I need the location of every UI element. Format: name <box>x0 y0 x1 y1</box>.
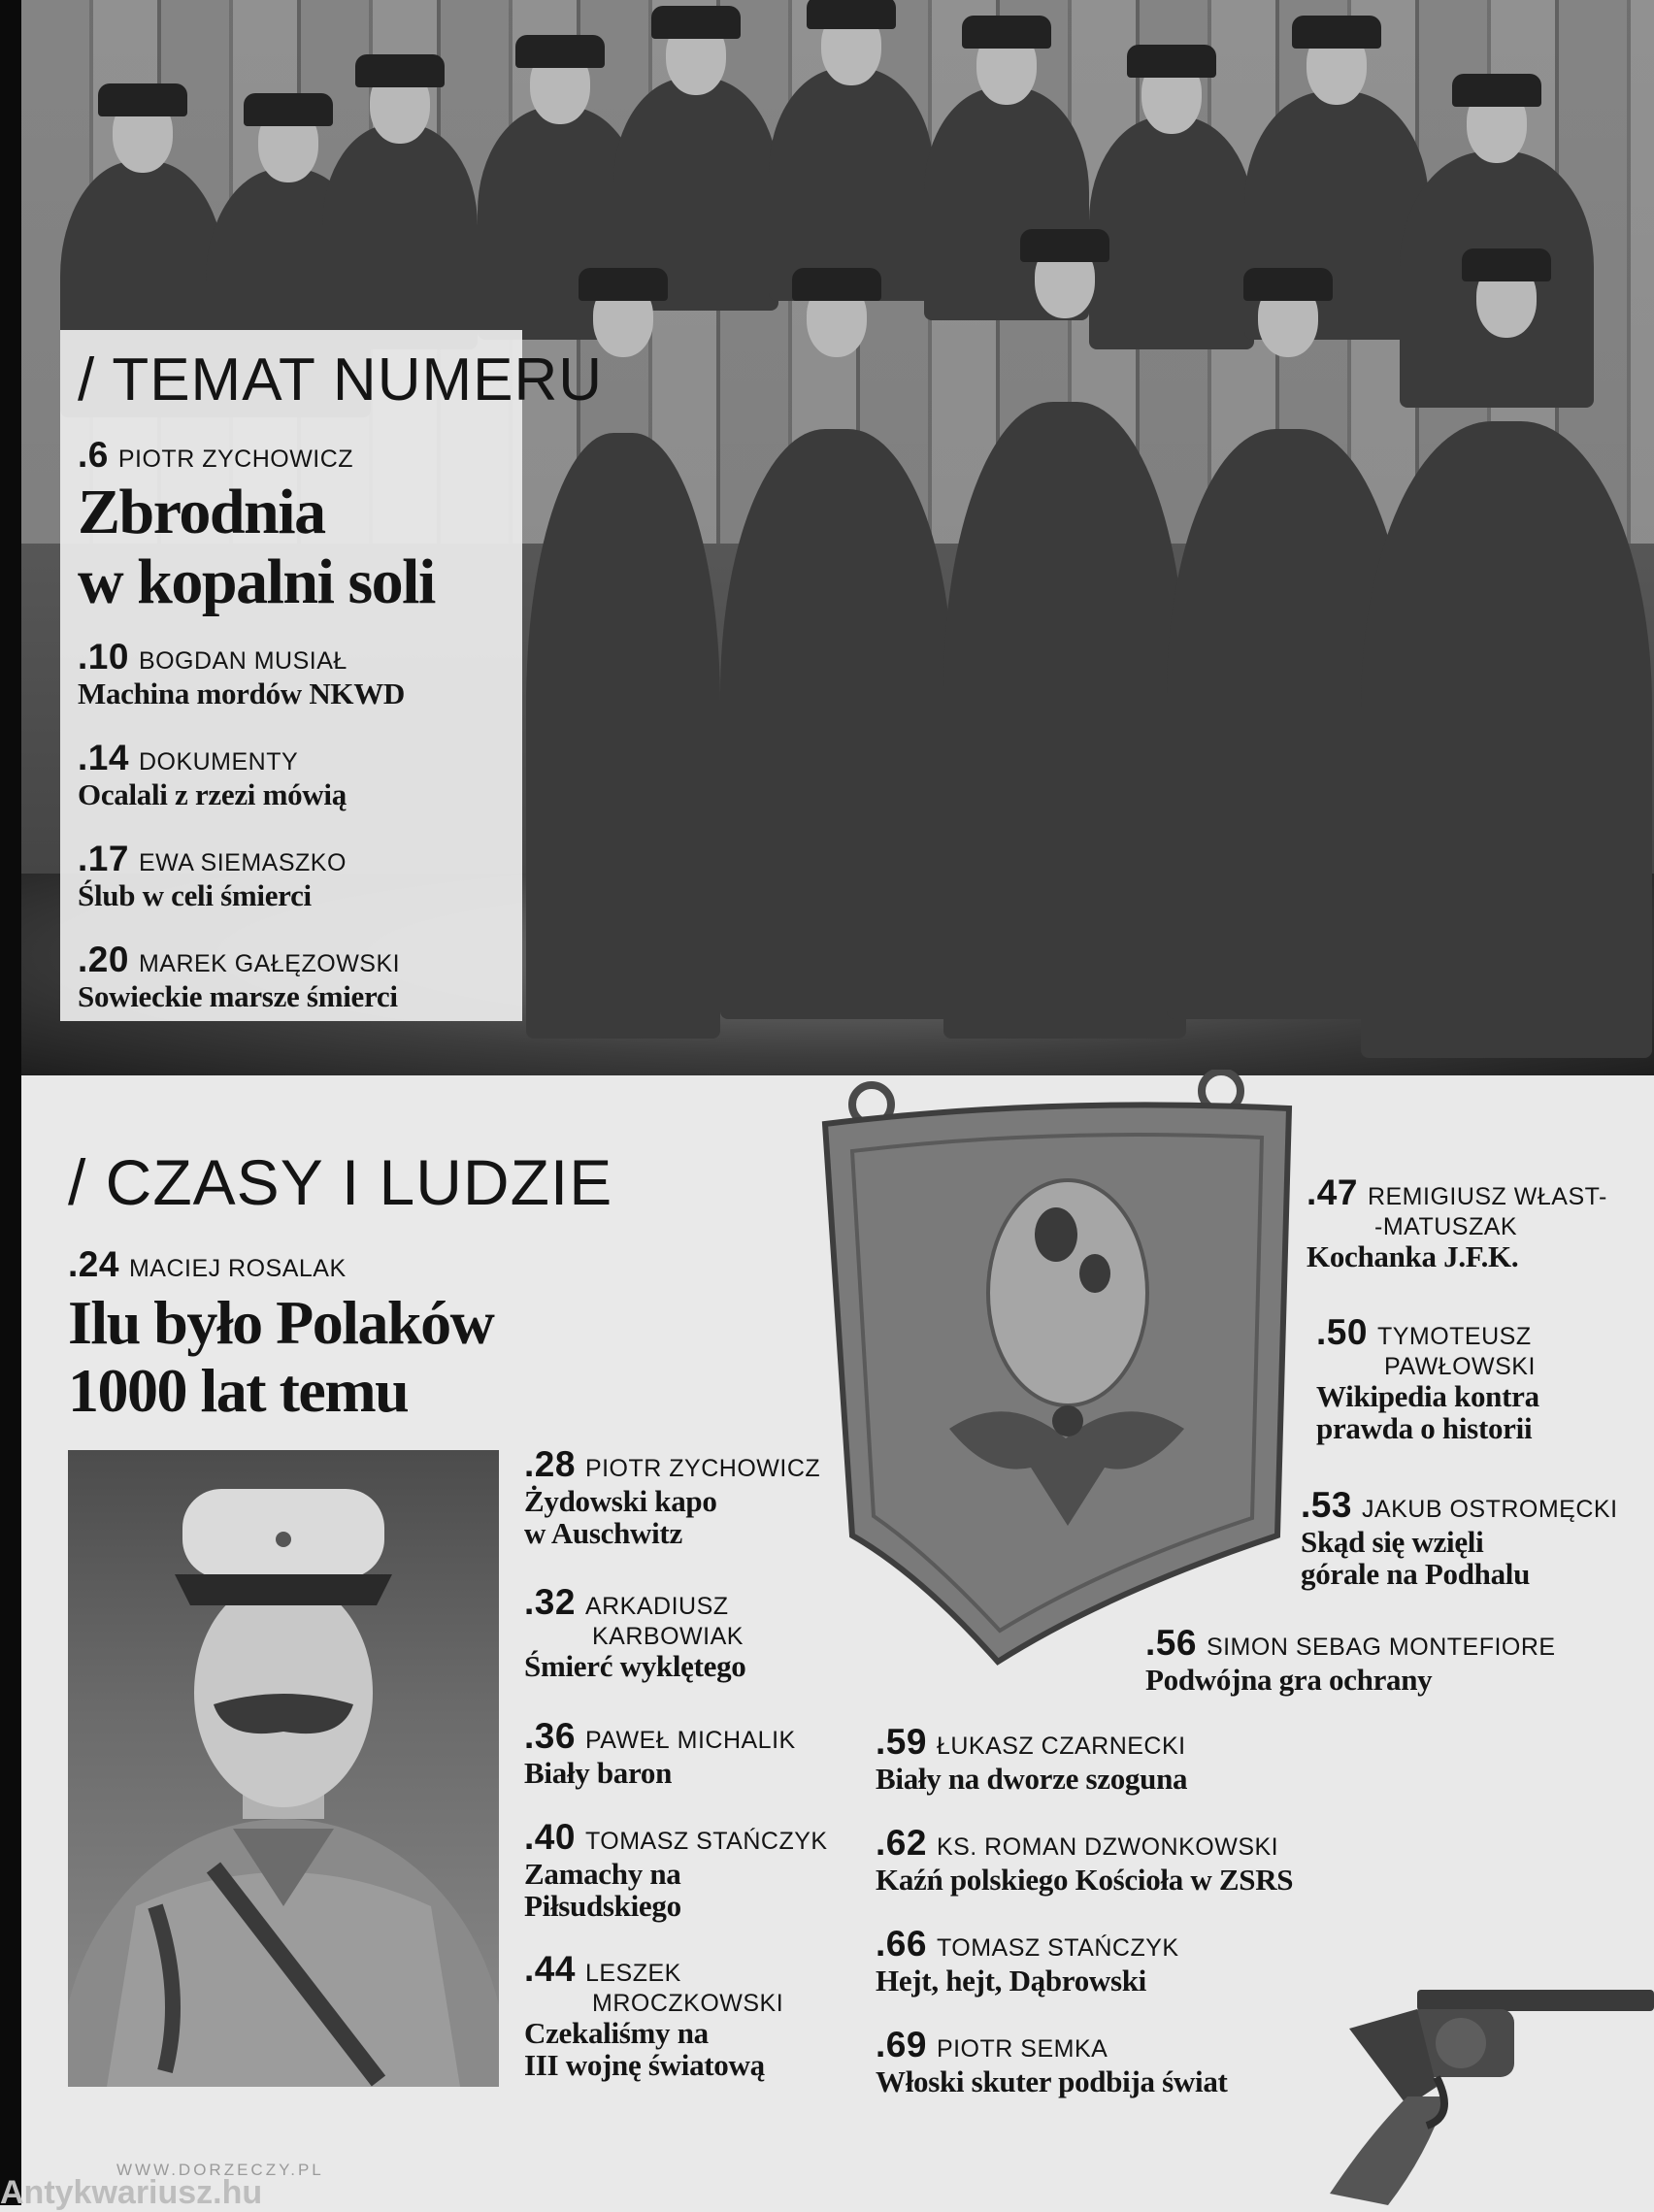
toc-page-number: .6 <box>78 435 109 475</box>
toc-author: JAKUB OSTROMĘCKI <box>1361 1496 1618 1523</box>
toc-page-number: .36 <box>524 1716 576 1756</box>
toc-title: w Auschwitz <box>524 1516 682 1550</box>
toc-author: DOKUMENTY <box>138 748 299 776</box>
toc-author: ŁUKASZ CZARNECKI <box>936 1733 1186 1760</box>
toc-entry[interactable] <box>1301 1485 1654 1590</box>
toc-entry[interactable] <box>78 637 514 710</box>
toc-title: Piłsudskiego <box>524 1889 681 1923</box>
toc-page-number: .66 <box>876 1924 927 1964</box>
photo-figure <box>720 281 953 1019</box>
portrait-photo-pilsudski <box>68 1450 499 2087</box>
toc-title: Żydowski kapo <box>524 1484 717 1518</box>
toc-author: TOMASZ STAŃCZYK <box>936 1934 1179 1962</box>
cover-story-heading: / TEMAT NUMERU <box>78 347 604 413</box>
scan-watermark: Antykwariusz.hu <box>0 2174 263 2211</box>
toc-author: MAREK GAŁĘZOWSKI <box>138 950 401 977</box>
toc-page-number: .56 <box>1145 1623 1197 1663</box>
toc-author: REMIGIUSZ WŁAST- <box>1367 1183 1607 1210</box>
toc-entry[interactable] <box>524 1949 854 2081</box>
toc-entry[interactable] <box>524 1716 854 1789</box>
toc-title: Kaźń polskiego Kościoła w ZSRS <box>876 1863 1294 1897</box>
toc-title: Czekaliśmy na <box>524 2016 709 2050</box>
toc-entry[interactable] <box>876 1823 1380 1896</box>
toc-title: Biały na dworze szoguna <box>876 1762 1188 1796</box>
toc-author: TYMOTEUSZ <box>1376 1323 1532 1350</box>
toc-author: EWA SIEMASZKO <box>138 849 347 876</box>
toc-title: Machina mordów NKWD <box>78 677 406 710</box>
toc-page-number: .69 <box>876 2025 927 2064</box>
toc-entry[interactable] <box>524 1817 854 1922</box>
toc-page-number: .50 <box>1316 1312 1368 1352</box>
toc-page-number: .44 <box>524 1949 576 1989</box>
toc-entry[interactable] <box>876 2025 1303 2097</box>
toc-title: Ocalali z rzezi mówią <box>78 777 347 811</box>
toc-author: MACIEJ ROSALAK <box>128 1255 347 1282</box>
toc-page-number: .32 <box>524 1582 576 1622</box>
toc-title: Ilu było Polaków <box>68 1288 494 1357</box>
toc-title: w kopalni soli <box>78 546 435 617</box>
toc-page-number: .59 <box>876 1722 927 1762</box>
toc-title: Włoski skuter podbija świat <box>876 2064 1228 2098</box>
photo-figure <box>769 10 934 301</box>
toc-entry-lead[interactable] <box>78 435 514 615</box>
toc-author: PIOTR ZYCHOWICZ <box>117 446 354 473</box>
toc-page-number: .17 <box>78 839 129 878</box>
toc-entry[interactable] <box>524 1444 854 1549</box>
toc-author: KS. ROMAN DZWONKOWSKI <box>936 1833 1279 1861</box>
toc-author: SIMON SEBAG MONTEFIORE <box>1206 1634 1556 1661</box>
portrait-illustration <box>68 1450 499 2087</box>
toc-author-continued: PAWŁOWSKI <box>1384 1353 1536 1380</box>
photo-figure <box>943 243 1186 1039</box>
toc-title: Ślub w celi śmierci <box>78 878 312 912</box>
toc-title: Wikipedia kontra <box>1316 1379 1539 1413</box>
toc-title: 1000 lat temu <box>68 1356 409 1425</box>
toc-author-continued: MROCZKOWSKI <box>592 1990 784 2017</box>
toc-title: prawda o historii <box>1316 1411 1533 1445</box>
toc-entry[interactable] <box>78 738 514 810</box>
toc-title: Podwójna gra ochrany <box>1145 1663 1433 1697</box>
website-url: WWW.DORZECZY.PL <box>116 2161 324 2179</box>
toc-title: Biały baron <box>524 1756 673 1790</box>
toc-entry[interactable] <box>78 940 514 1012</box>
toc-title: Zbrodnia <box>78 477 325 547</box>
revolver-icon <box>1291 1970 1654 2205</box>
toc-author-continued: -MATUSZAK <box>1374 1213 1518 1240</box>
toc-entry[interactable] <box>1145 1623 1654 1696</box>
shield-icon <box>813 1070 1318 1681</box>
toc-title: Kochanka J.F.K. <box>1307 1239 1519 1273</box>
toc-entry[interactable] <box>1316 1312 1654 1444</box>
toc-page-number: .24 <box>68 1244 119 1284</box>
toc-page-number: .40 <box>524 1817 576 1857</box>
photo-figure <box>613 19 778 311</box>
toc-title: Sowieckie marsze śmierci <box>78 979 398 1013</box>
photo-figure <box>322 68 478 349</box>
toc-title: Śmierć wyklętego <box>524 1649 746 1683</box>
toc-author: PAWEŁ MICHALIK <box>584 1727 796 1754</box>
toc-entry-lead[interactable] <box>68 1244 573 1425</box>
toc-page-number: .28 <box>524 1444 576 1484</box>
shield-with-madonna-and-eagle-photo <box>813 1070 1318 1681</box>
toc-page-number: .20 <box>78 940 129 979</box>
toc-title: Zamachy na <box>524 1857 681 1891</box>
toc-entry[interactable] <box>524 1582 854 1682</box>
toc-author-continued: KARBOWIAK <box>592 1623 744 1650</box>
toc-author: BOGDAN MUSIAŁ <box>138 647 347 675</box>
toc-entry[interactable] <box>876 1722 1341 1795</box>
toc-author: PIOTR SEMKA <box>936 2035 1108 2063</box>
toc-title: górale na Podhalu <box>1301 1557 1531 1591</box>
photo-figure <box>1361 262 1652 1058</box>
toc-author: TOMASZ STAŃCZYK <box>584 1828 828 1855</box>
toc-page-number: .62 <box>876 1823 927 1863</box>
toc-entry[interactable] <box>876 1924 1341 1997</box>
toc-title: Skąd się wzięli <box>1301 1525 1484 1559</box>
times-and-people-heading: / CZASY I LUDZIE <box>68 1146 613 1218</box>
toc-page-number: .14 <box>78 738 129 777</box>
toc-author: LESZEK <box>584 1960 681 1987</box>
toc-author: ARKADIUSZ <box>584 1593 729 1620</box>
toc-page-number: .47 <box>1307 1172 1358 1212</box>
revolver-photo <box>1291 1970 1654 2205</box>
toc-page-number: .10 <box>78 637 129 677</box>
toc-author: PIOTR ZYCHOWICZ <box>584 1455 821 1482</box>
toc-title: III wojnę światową <box>524 2048 765 2082</box>
toc-entry[interactable] <box>1307 1172 1654 1272</box>
page-spine-edge <box>0 0 21 2205</box>
toc-title: Hejt, hejt, Dąbrowski <box>876 1964 1146 1997</box>
toc-page-number: .53 <box>1301 1485 1352 1525</box>
toc-entry[interactable] <box>78 839 514 911</box>
